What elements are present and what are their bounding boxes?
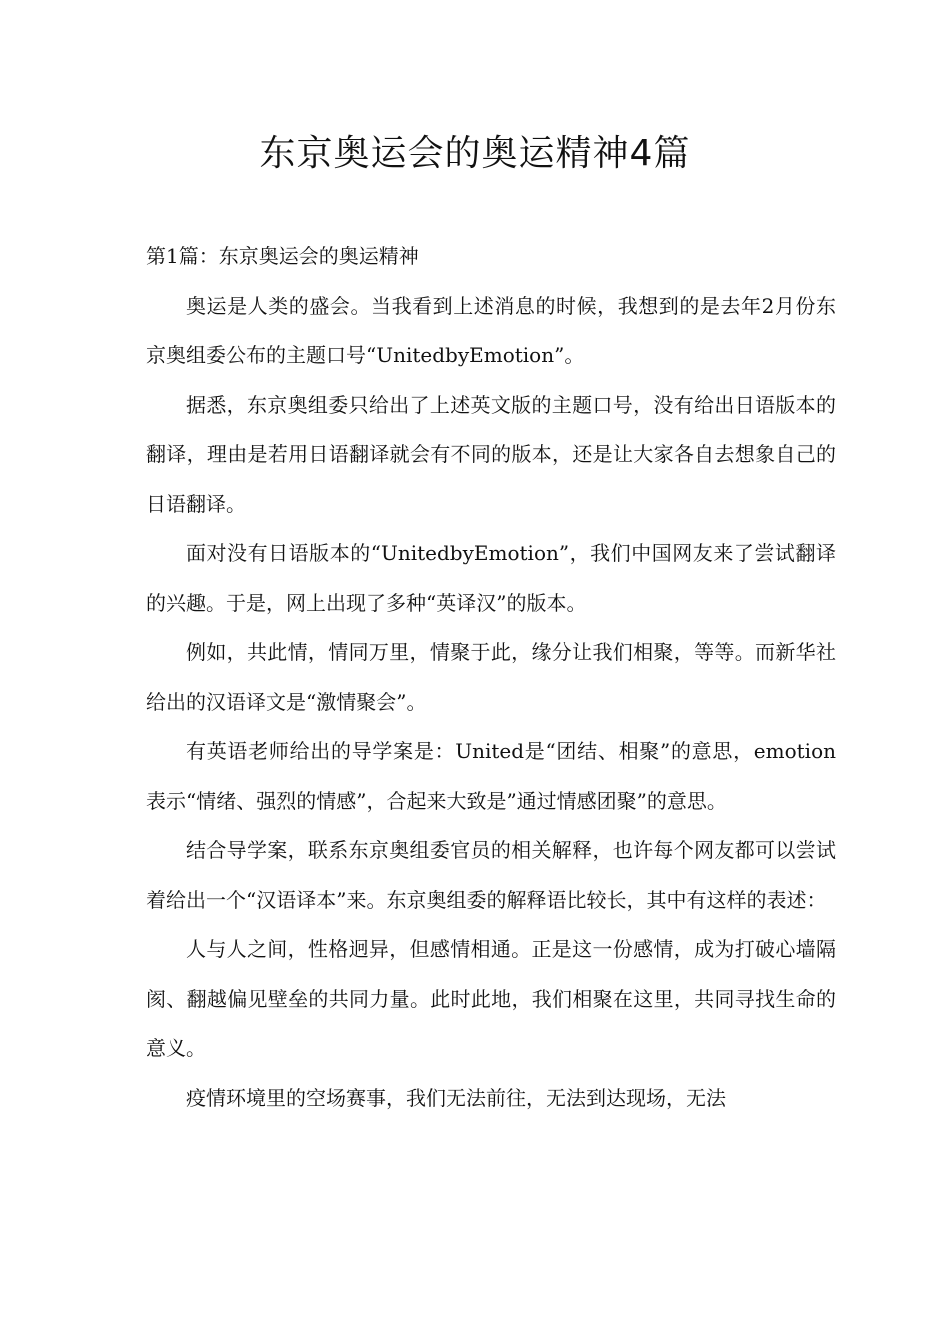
document-body <box>146 232 836 1123</box>
paragraph: 人与人之间，性格迥异，但感情相通。正是这一份感情，成为打破心墙隔阂、翻越偏见壁垒的共同力量。此时此地，我们相聚在这里，共同寻找生命的意义。 <box>146 937 836 1060</box>
paragraph: 面对没有日语版本的“UnitedbyEmotion”，我们中国网友来了尝试翻译的兴趣。于是，网上出现了多种“英译汉”的版本。 <box>146 541 836 615</box>
paragraph: 奥运是人类的盛会。当我看到上述消息的时候，我想到的是去年2月份东京奥组委公布的主题口号“UnitedbyEmotion”。 <box>146 293 836 367</box>
paragraph: 结合导学案，联系东京奥组委官员的相关解释，也许每个网友都可以尝试着给出一个“汉语译本”来。东京奥组委的解释语比较长，其中有这样的表述： <box>146 838 836 912</box>
section-heading: 第1篇：东京奥运会的奥运精神 <box>146 244 419 268</box>
paragraph: 有英语老师给出的导学案是：United是“团结、相聚”的意思，emotion表示“情绪、强烈的情感”，合起来大致是”通过情感团聚”的意思。 <box>146 739 836 813</box>
paragraph: 据悉，东京奥组委只给出了上述英文版的主题口号，没有给出日语版本的翻译，理由是若用日语翻译就会有不同的版本，还是让大家各自去想象自己的日语翻译。 <box>146 392 836 516</box>
paragraph: 例如，共此情，情同万里，情聚于此，缘分让我们相聚，等等。而新华社给出的汉语译文是“激情聚会”。 <box>146 640 836 714</box>
document-title: 东京奥运会的奥运精神4篇 <box>259 133 691 174</box>
paragraph: 疫情环境里的空场赛事，我们无法前往，无法到达现场，无法 <box>186 1085 726 1110</box>
